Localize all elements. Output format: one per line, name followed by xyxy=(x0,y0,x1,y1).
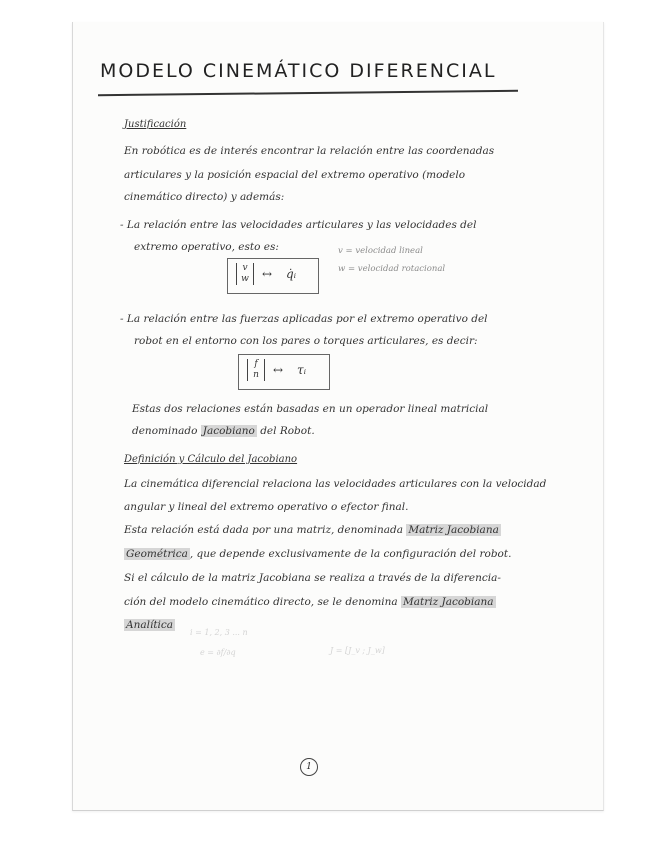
bleed-through-text: J = [J_v ; J_w] xyxy=(330,646,385,655)
bleed-through-text: i = 1, 2, 3 ... n xyxy=(190,628,248,637)
relation-box-velocities xyxy=(227,258,319,294)
bullet-line: robot en el entorno con los pares o torques articulares, es decir: xyxy=(134,335,478,347)
highlighted-term: Geométrica xyxy=(126,548,188,560)
paragraph-line xyxy=(124,620,175,631)
paragraph-line: angular y lineal del extremo operativo o efector final. xyxy=(124,501,409,513)
paragraph-line: Estas dos relaciones están basadas en un operador lineal matricial xyxy=(132,403,489,415)
bullet-line: - La relación entre las velocidades articulares y las velocidades del xyxy=(120,219,477,231)
paragraph-line: La cinemática diferencial relaciona las velocidades articulares con la velocidad xyxy=(124,478,547,490)
legend-note: w = velocidad rotacional xyxy=(338,264,446,274)
equivalence-arrow: ↔ xyxy=(262,267,273,281)
paragraph-line: cinemático directo) y además: xyxy=(124,191,285,203)
paragraph-line: Esta relación está dada por una matriz, denominada Matriz Jacobiana xyxy=(124,524,499,536)
highlighted-term: Matriz Jacobiana xyxy=(408,524,499,536)
paragraph-line: Si el cálculo de la matriz Jacobiana se realiza a través de la diferencia- xyxy=(124,572,501,584)
section-heading-justificacion: Justificación xyxy=(124,119,187,130)
bleed-through-text: e = ∂f/∂q xyxy=(200,648,236,657)
highlighted-term: Jacobiano xyxy=(202,425,255,437)
page-number: 1 xyxy=(300,758,318,776)
paragraph-line: En robótica es de interés encontrar la relación entre las coordenadas xyxy=(124,145,495,157)
relation-box-forces xyxy=(238,354,330,390)
bullet-line: extremo operativo, esto es: xyxy=(134,241,279,253)
velocity-vector: v w xyxy=(236,263,254,285)
equivalence-arrow: ↔ xyxy=(273,363,284,377)
joint-velocity-symbol: q̇ᵢ xyxy=(286,267,297,281)
force-vector: f n xyxy=(247,359,265,381)
paragraph-line: Geométrica , que depende exclusivamente de la configuración del robot. xyxy=(126,548,512,560)
highlighted-term: Matriz Jacobiana xyxy=(403,596,494,608)
paragraph-line: ción del modelo cinemático directo, se le denomina Matriz Jacobiana xyxy=(124,596,494,608)
section-heading-definicion: Definición y Cálculo del Jacobiano xyxy=(124,454,298,465)
legend-note: v = velocidad lineal xyxy=(338,246,423,256)
highlighted-term: Analítica xyxy=(126,619,174,631)
bullet-line: - La relación entre las fuerzas aplicadas por el extremo operativo del xyxy=(120,313,488,325)
notebook-page xyxy=(72,22,604,811)
page-title: MODELO CINEMÁTICO DIFERENCIAL xyxy=(100,60,497,82)
joint-torque-symbol: τᵢ xyxy=(297,363,307,377)
paragraph-line: denominado Jacobiano del Robot. xyxy=(132,425,315,437)
paragraph-line: articulares y la posición espacial del extremo operativo (modelo xyxy=(124,169,466,181)
